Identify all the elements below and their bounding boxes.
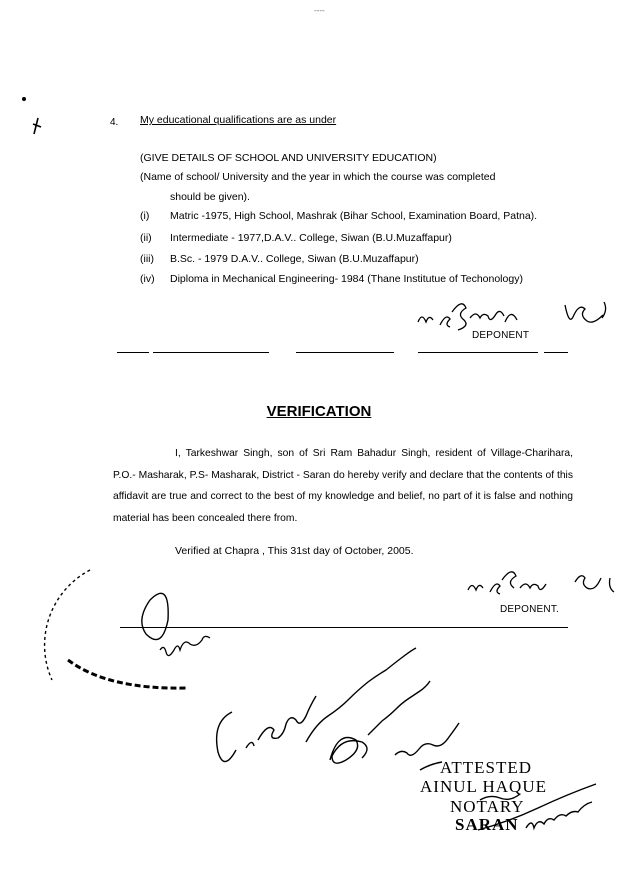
advocate-note <box>217 648 459 770</box>
item-text: Intermediate - 1977,D.A.V.. College, Siwan (B.U.Muzaffapur) <box>170 232 452 244</box>
stamp-line-name: AINUL HAQUE <box>420 777 547 796</box>
item-label: (ii) <box>140 232 152 244</box>
item-text: Diploma in Mechanical Engineering- 1984 (Thane Institutue of Techonology) <box>170 273 523 285</box>
deponent-label-1: DEPONENT <box>472 330 530 341</box>
margin-dot <box>22 97 26 101</box>
section-number: 4. <box>110 117 119 128</box>
item-label: (iv) <box>140 273 155 285</box>
section-note-line2: should be given). <box>170 191 250 203</box>
header-mark: ---- <box>314 6 325 15</box>
verification-title: VERIFICATION <box>266 403 372 420</box>
item-label: (i) <box>140 210 150 222</box>
notary-signature <box>478 784 596 830</box>
notary-seal <box>45 570 210 688</box>
section-note-line1: (Name of school/ University and the year in which the course was completed <box>140 171 496 183</box>
verification-text: I, Tarkeshwar Singh, son of Sri Ram Bahadur Singh, resident of Village-Charihara, P.O.- Masharak, P.S- Masharak, District - Saran do hereby verify and declare that the contents of this affidavit are true and correct to the best of my knowledge and belief, no part of it is false and nothing material has been concealed there from. <box>113 448 573 524</box>
stamp-line-attested: ATTESTED <box>440 758 533 777</box>
verified-line: Verified at Chapra , This 31st day of October, 2005. <box>175 545 414 557</box>
margin-tick <box>33 118 41 134</box>
stamp-line-notary: NOTARY <box>450 797 525 816</box>
signature-1 <box>418 302 606 330</box>
item-text: B.Sc. - 1979 D.A.V.. College, Siwan (B.U.Muzaffapur) <box>170 253 419 265</box>
item-text: Matric -1975, High School, Mashrak (Bihar School, Examination Board, Patna). <box>170 210 538 222</box>
item-label: (iii) <box>140 253 154 265</box>
section-title: My educational qualifications are as under <box>140 114 337 126</box>
section-instruction: (GIVE DETAILS OF SCHOOL AND UNIVERSITY EDUCATION) <box>140 152 437 164</box>
signature-2 <box>468 572 614 594</box>
stamp-line-district: SARAN <box>455 815 519 834</box>
deponent-label-2: DEPONENT. <box>500 604 560 615</box>
